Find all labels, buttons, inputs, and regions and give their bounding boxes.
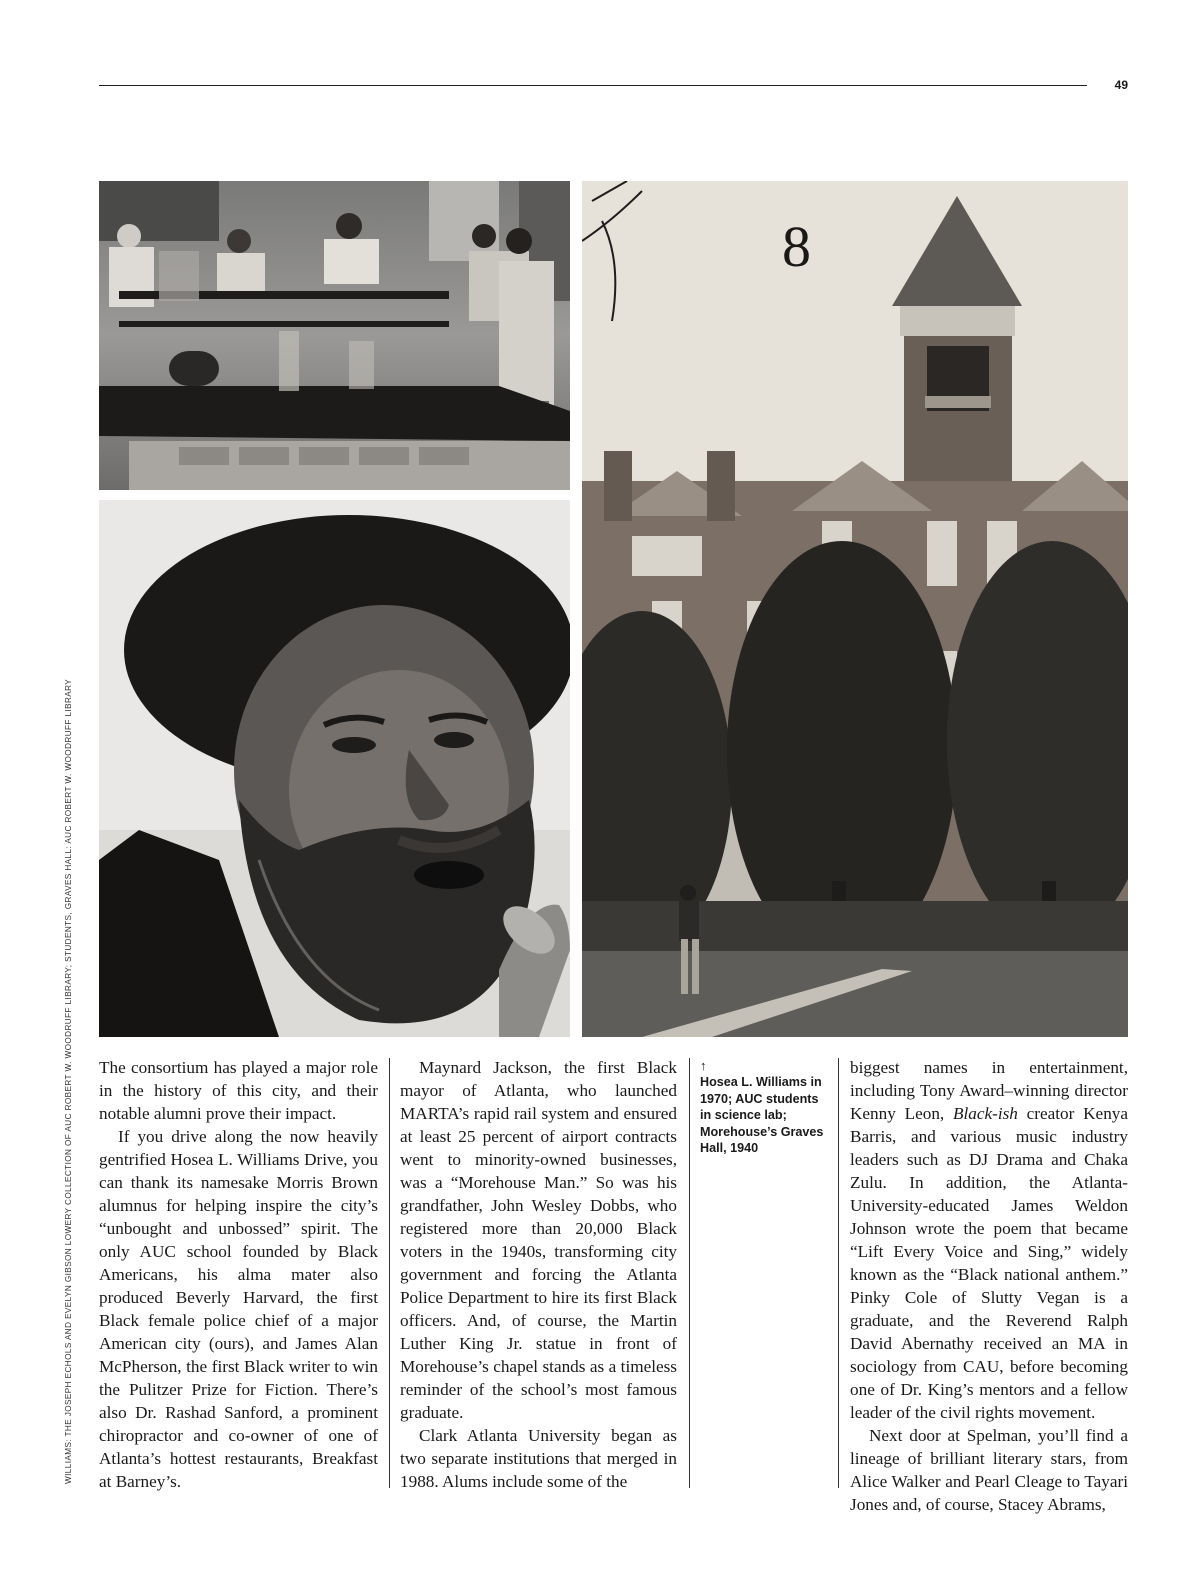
column-divider [838, 1058, 839, 1488]
show-title: Black-ish [952, 1104, 1018, 1123]
up-arrow-icon: ↑ [700, 1058, 707, 1073]
paragraph [850, 1056, 1128, 1424]
paragraph: Clark Atlanta University began as two separate institutions that merged in 1988. Alums include some of the [400, 1426, 677, 1491]
paragraph: The consortium has played a major role in the history of this city, and their notable alumni prove their impact. [99, 1058, 378, 1123]
paragraph: Next door at Spelman, you’ll find a lineage of brilliant literary stars, from Alice Walker and Pearl Cleage to Tayari Jones and, of course, Stacey Abrams, [850, 1426, 1128, 1514]
article-column-2 [400, 1056, 677, 1493]
graves-hall-photo [582, 181, 1128, 1037]
page-number: 49 [1114, 78, 1128, 92]
column-divider [389, 1058, 390, 1488]
photo-caption [700, 1058, 830, 1157]
students-science-lab-photo [99, 181, 570, 490]
paragraph: If you drive along the now heavily gentrified Hosea L. Williams Drive, you can thank its namesake Morris Brown alumnus for helping inspire the city’s “unbought and unbossed” spirit. The only AUC school founded by Black Americans, his alma mater also produced Beverly Harvard, the first Black female police chief of a major American city (ours), and James Alan McPherson, the first Black writer to win the Pulitzer Prize for Fiction. There’s also Dr. Rashad Sanford, a prominent chiropractor and co-owner of one of Atlanta’s hottest restaurants, Breakfast at Barney’s. [99, 1127, 378, 1491]
article-column-1 [99, 1056, 378, 1493]
header-rule [99, 85, 1087, 86]
text-run: biggest names in entertainment, including Tony Award–winning director Kenny Leon, [850, 1058, 1128, 1123]
photo-number-marking: 8 [782, 214, 811, 279]
text-run: creator Kenya Barris, and various music industry leaders such as DJ Drama and Chaka Zulu. In addition, the Atlanta-University-educated James Weldon Johnson wrote the poem that became “Lift Every Voice and Sing,” widely known as the “Black national anthem.” Pinky Cole of Slutty Vegan is a graduate, and the Reverend Ralph David Abernathy received an MA in sociology from CAU, before becoming one of Dr. King’s mentors and a fellow leader of the civil rights movement. [850, 1104, 1129, 1422]
column-divider [689, 1058, 690, 1488]
article-column-4 [850, 1056, 1128, 1516]
photo-credit: WILLIAMS: THE JOSEPH ECHOLS AND EVELYN GIBSON LOWERY COLLECTION OF AUC ROBERT W. WOODRUFF LIBRARY; STUDENTS, GRAVES HALL: AUC ROBERT W. WOODRUFF LIBRARY [64, 678, 73, 1484]
paragraph: Maynard Jackson, the first Black mayor of Atlanta, who launched MARTA’s rapid rail system and ensured at least 25 percent of airport contracts went to minority-owned businesses, was a “Morehouse Man.” So was his grandfather, John Wesley Dobbs, who registered more than 20,000 Black voters in the 1940s, transforming city government and forcing the Atlanta Police Department to hire its first Black officers. And, of course, the Martin Luther King Jr. statue in front of Morehouse’s chapel stands as a timeless reminder of the school’s most famous graduate. [400, 1058, 677, 1422]
hosea-williams-portrait-photo [99, 500, 570, 1037]
caption-text: Hosea L. Williams in 1970; AUC students in science lab; Morehouse’s Graves Hall, 1940 [700, 1075, 824, 1156]
